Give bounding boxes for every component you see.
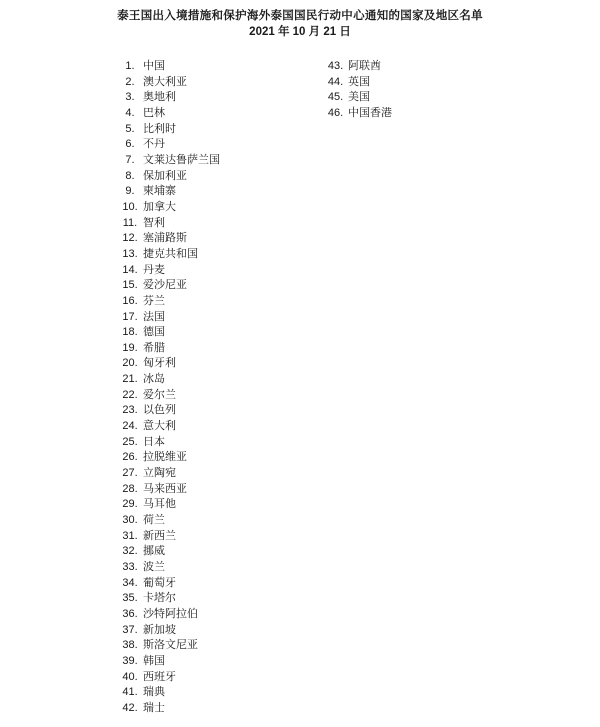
list-item-number: 24. [122, 420, 138, 433]
list-item-number: 30. [122, 514, 138, 527]
list-item-name: 美国 [348, 91, 370, 104]
list-item [122, 184, 220, 200]
list-item-number: 25. [122, 435, 138, 448]
list-item-number: 20. [122, 357, 138, 370]
list-item [122, 90, 220, 106]
list-item-name: 丹麦 [143, 263, 165, 276]
list-item-number: 11. [122, 216, 138, 229]
list-item-name: 冰岛 [143, 373, 165, 386]
list-item-name: 西班牙 [143, 670, 176, 683]
list-item-name: 法国 [143, 310, 165, 323]
country-list-left-column [122, 59, 220, 717]
list-item-number: 17. [122, 310, 138, 323]
list-item-number: 32. [122, 545, 138, 558]
list-item-name: 挪威 [143, 545, 165, 558]
list-item [327, 59, 392, 75]
list-item-number: 46. [327, 106, 344, 119]
list-item [122, 200, 220, 216]
list-item-number: 8. [125, 169, 135, 182]
list-item-name: 芬兰 [143, 294, 165, 307]
list-item [122, 701, 220, 717]
list-item-name: 阿联酋 [348, 60, 381, 72]
list-item-name: 沙特阿拉伯 [143, 607, 198, 620]
list-item [327, 90, 392, 106]
list-item [122, 544, 220, 560]
list-item-name: 奥地利 [143, 91, 176, 104]
list-item-name: 日本 [143, 435, 165, 448]
list-item-name: 德国 [143, 326, 165, 339]
list-item-name: 中国香港 [348, 106, 392, 119]
list-item-name: 立陶宛 [143, 467, 176, 480]
list-item [122, 263, 220, 279]
list-item [122, 591, 220, 607]
list-item-name: 斯洛文尼亚 [143, 639, 198, 652]
list-item-name: 塞浦路斯 [143, 232, 187, 245]
list-item-number: 21. [122, 373, 138, 386]
list-item [122, 482, 220, 498]
list-item-number: 44. [327, 75, 344, 88]
list-item-number: 6. [125, 138, 135, 151]
list-item [122, 122, 220, 138]
list-item-name: 加拿大 [143, 200, 176, 213]
list-item-number: 41. [122, 686, 138, 699]
list-item-name: 澳大利亚 [143, 75, 187, 88]
list-item-name: 葡萄牙 [143, 576, 176, 589]
list-item-name: 希腊 [143, 341, 165, 354]
list-item-name: 韩国 [143, 654, 165, 667]
list-item [122, 670, 220, 686]
list-item-number: 38. [122, 639, 138, 652]
list-item [122, 403, 220, 419]
country-list-right-column [327, 59, 392, 122]
list-item [122, 325, 220, 341]
list-item-number: 45. [327, 91, 344, 104]
list-item-number: 16. [122, 294, 138, 307]
list-item [122, 341, 220, 357]
list-item [122, 388, 220, 404]
list-item-name: 不丹 [143, 138, 165, 151]
list-item-name: 比利时 [143, 122, 176, 135]
list-item-number: 3. [125, 91, 135, 104]
list-item-number: 10. [122, 200, 138, 213]
list-item-number: 7. [125, 153, 135, 166]
list-item-number: 36. [122, 607, 138, 620]
list-item-name: 新西兰 [143, 529, 176, 542]
list-item-name: 瑞士 [143, 701, 165, 714]
list-item-name: 文莱达鲁萨兰国 [143, 153, 220, 166]
list-item-name: 保加利亚 [143, 169, 187, 182]
list-item [122, 75, 220, 91]
list-item [122, 607, 220, 623]
list-item [122, 153, 220, 169]
list-item-number: 19. [122, 341, 138, 354]
list-item-name: 匈牙利 [143, 357, 176, 370]
list-item-number: 14. [122, 263, 138, 276]
list-item-number: 42. [122, 701, 138, 714]
list-item [122, 310, 220, 326]
list-item-name: 瑞典 [143, 686, 165, 699]
list-item-name: 中国 [143, 60, 165, 72]
list-item [122, 513, 220, 529]
list-item-name: 爱尔兰 [143, 388, 176, 401]
list-item-name: 拉脱维亚 [143, 451, 187, 464]
list-item-name: 柬埔寨 [143, 185, 176, 198]
list-item-number: 39. [122, 654, 138, 667]
document-header [0, 9, 600, 40]
list-item-number: 23. [122, 404, 138, 417]
list-item [122, 685, 220, 701]
list-item [122, 435, 220, 451]
list-item-name: 荷兰 [143, 514, 165, 527]
list-item [122, 216, 220, 232]
list-item-number: 2. [125, 75, 135, 88]
list-item-name: 新加坡 [143, 623, 176, 636]
list-item [122, 497, 220, 513]
document-date: 2021 年 10 月 21 日 [249, 25, 351, 38]
list-item-name: 卡塔尔 [143, 592, 176, 605]
list-item [327, 106, 392, 122]
list-item-number: 18. [122, 326, 138, 339]
list-item-name: 波兰 [143, 561, 165, 573]
list-item-name: 马来西亚 [143, 482, 187, 495]
list-item-number: 29. [122, 498, 138, 511]
list-item-number: 1. [125, 60, 135, 72]
list-item-number: 15. [122, 279, 138, 292]
list-item-number: 37. [122, 623, 138, 636]
list-item-number: 26. [122, 451, 138, 464]
list-item [122, 278, 220, 294]
list-item [122, 576, 220, 592]
list-item [122, 106, 220, 122]
list-item-number: 22. [122, 388, 138, 401]
list-item-name: 意大利 [143, 420, 176, 433]
list-item-number: 12. [122, 232, 138, 245]
list-item-number: 9. [125, 185, 135, 198]
list-item [122, 654, 220, 670]
list-item [122, 247, 220, 263]
list-item-number: 5. [125, 122, 135, 135]
list-item [327, 75, 392, 91]
list-item [122, 529, 220, 545]
list-item [122, 372, 220, 388]
list-item [122, 560, 220, 576]
list-item-name: 智利 [143, 216, 165, 229]
page-title: 泰王国出入境措施和保护海外泰国国民行动中心通知的国家及地区名单 [117, 10, 483, 22]
list-item-number: 40. [122, 670, 138, 683]
list-item-number: 33. [122, 561, 138, 573]
list-item [122, 137, 220, 153]
list-item [122, 450, 220, 466]
list-item-name: 捷克共和国 [143, 247, 198, 260]
list-item-number: 4. [125, 106, 135, 119]
list-item [122, 356, 220, 372]
list-item-name: 爱沙尼亚 [143, 279, 187, 292]
list-item [122, 59, 220, 75]
list-item [122, 169, 220, 185]
list-item-number: 43. [327, 60, 344, 72]
list-item [122, 231, 220, 247]
list-item-number: 27. [122, 467, 138, 480]
list-item-name: 英国 [348, 75, 370, 88]
list-item [122, 623, 220, 639]
list-item-number: 34. [122, 576, 138, 589]
list-item-name: 马耳他 [143, 498, 176, 511]
list-item-number: 35. [122, 592, 138, 605]
list-item-number: 28. [122, 482, 138, 495]
list-item-number: 31. [122, 529, 138, 542]
list-item-number: 13. [122, 247, 138, 260]
list-item [122, 294, 220, 310]
list-item [122, 638, 220, 654]
list-item-name: 以色列 [143, 404, 176, 417]
list-item [122, 419, 220, 435]
list-item-name: 巴林 [143, 106, 165, 119]
list-item [122, 466, 220, 482]
